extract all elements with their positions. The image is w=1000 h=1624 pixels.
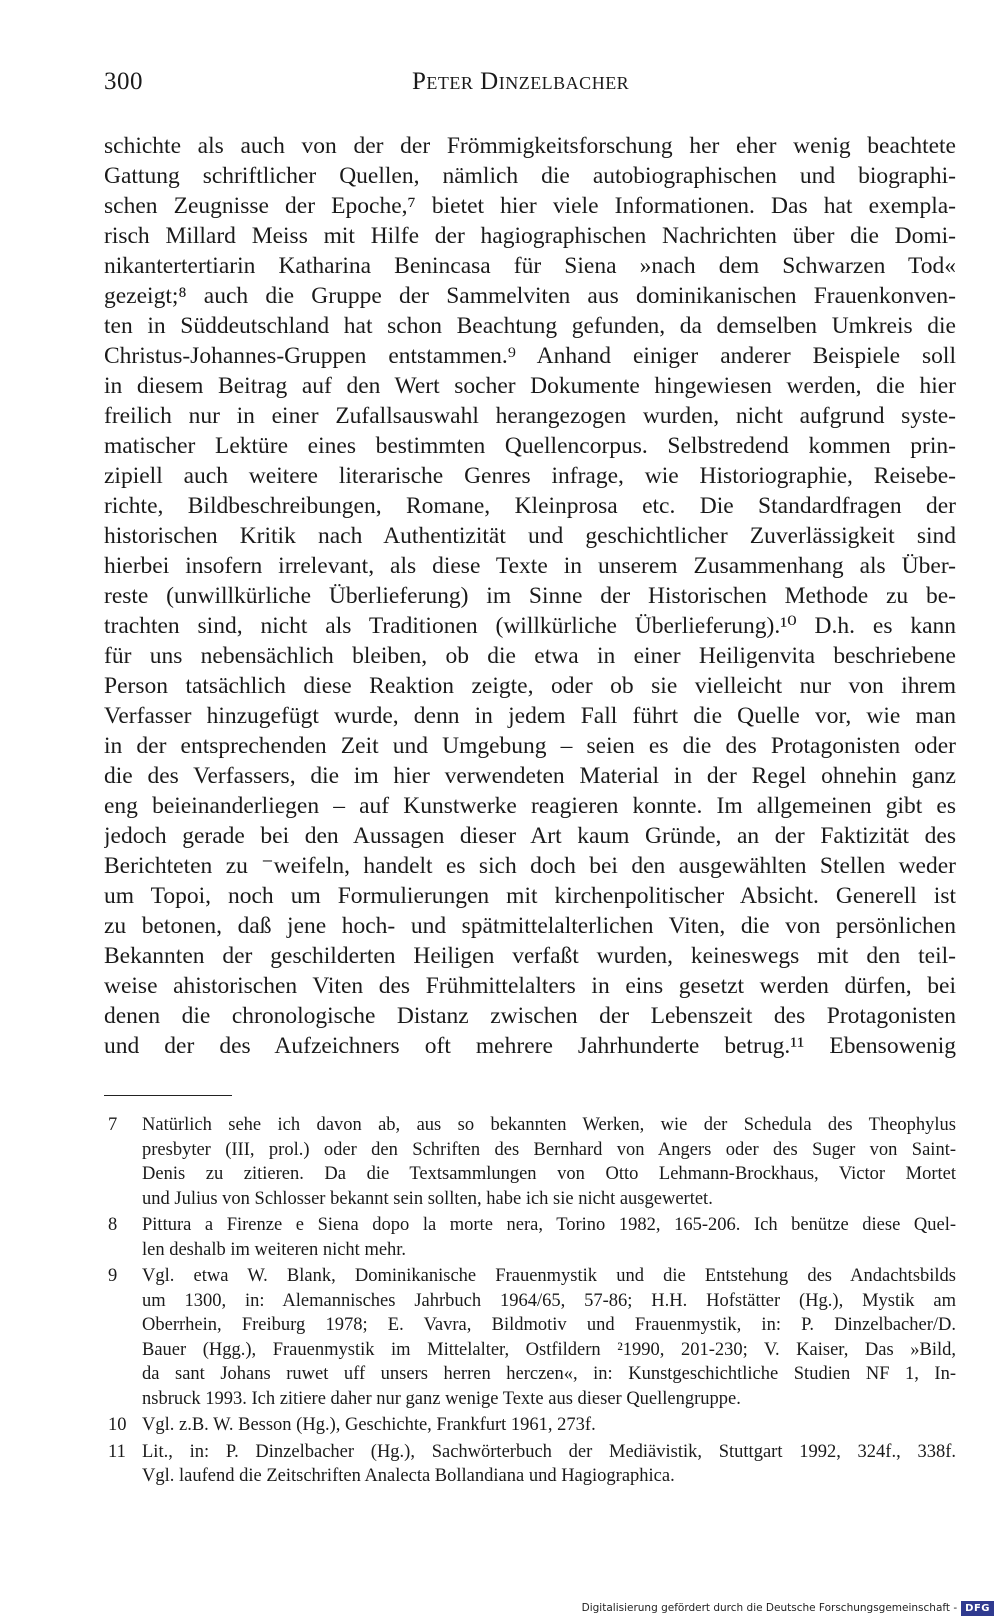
body-line: freilich nur in einer Zufallsauswahl herangezogen wurden, nicht aufgrund syste- xyxy=(104,403,956,429)
footnote-line: Vgl. etwa W. Blank, Dominikanische Frauenmystik und die Entstehung des Andachtsbilds xyxy=(142,1266,956,1286)
footnote-line: presbyter (III, prol.) oder den Schriften des Bernhard von Angers oder des Suger von Saint- xyxy=(142,1139,956,1160)
body-line: zipiell auch weitere literarische Genres infrage, wie Historiographie, Reisebe- xyxy=(104,463,956,489)
body-line: die des Verfassers, die im hier verwendeten Material in der Regel ohnehin ganz xyxy=(104,763,956,789)
body-line: hierbei insofern irrelevant, als diese Texte in unserem Zusammenhang als Über- xyxy=(104,553,956,579)
footnote-line: um 1300, in: Alemannisches Jahrbuch 1964/65, 57-86; H.H. Hofstätter (Hg.), Mystik am xyxy=(142,1290,956,1311)
footnote-line: len deshalb im weiteren nicht mehr. xyxy=(142,1239,407,1260)
footnote-number: 10 xyxy=(108,1415,127,1435)
stamp-text: Digitalisierung gefördert durch die Deutsche Forschungsgemeinschaft - xyxy=(581,1602,958,1614)
footnote-line: Vgl. laufend die Zeitschriften Analecta Bollandiana und Hagiographica. xyxy=(142,1466,675,1486)
running-head: Peter Dinzelbacher xyxy=(412,68,630,95)
body-line: matischer Lektüre eines bestimmten Quellencorpus. Selbstredend kommen prin- xyxy=(104,433,956,459)
body-line: gezeigt;⁸ auch die Gruppe der Sammelviten aus dominikanischen Frauenkonven- xyxy=(104,283,956,309)
footnote-number: 7 xyxy=(108,1115,118,1135)
body-line: Bekannten der geschilderten Heiligen verfaßt wurden, keineswegs mit den teil- xyxy=(104,943,956,969)
footnote-line: da sant Johans ruwet uff unsers herren herczen«, in: Kunstgeschichtliche Studien NF 1, In- xyxy=(142,1364,956,1384)
footnote-line: Lit., in: P. Dinzelbacher (Hg.), Sachwörterbuch der Mediävistik, Stuttgart 1992, 324f., 338f. xyxy=(142,1441,956,1462)
page-header xyxy=(104,68,960,98)
footnote-number: 8 xyxy=(108,1215,118,1235)
body-line: Gattung schriftlicher Quellen, nämlich die autobiographischen und biographi- xyxy=(104,163,956,189)
footnote-line: nsbruck 1993. Ich zitiere daher nur ganz wenige Texte aus dieser Quellengruppe. xyxy=(142,1388,741,1409)
body-line: in der entsprechenden Zeit und Umgebung – seien es die des Protagonisten oder xyxy=(104,733,956,759)
footnote-line: Pittura a Firenze e Siena dopo la morte nera, Torino 1982, 165-206. Ich benütze diese Quel- xyxy=(142,1215,956,1235)
footnote-line: Denis zu zitieren. Da die Textsammlungen von Otto Lehmann-Brockhaus, Victor Mortet xyxy=(142,1164,956,1184)
body-line: und der des Aufzeichners oft mehrere Jahrhunderte betrug.¹¹ Ebensowenig xyxy=(104,1033,956,1059)
body-line: Christus-Johannes-Gruppen entstammen.⁹ Anhand einiger anderer Beispiele soll xyxy=(104,343,956,369)
body-line: um Topoi, noch um Formulierungen mit kirchenpolitischer Absicht. Generell ist xyxy=(104,883,956,909)
footnote-line: Vgl. z.B. W. Besson (Hg.), Geschichte, Frankfurt 1961, 273f. xyxy=(142,1415,596,1435)
footnote xyxy=(104,1213,956,1262)
body-line: schen Zeugnisse der Epoche,⁷ bietet hier viele Informationen. Das hat exempla- xyxy=(104,193,956,219)
footnote-separator xyxy=(104,1095,232,1096)
body-line: denen die chronologische Distanz zwischen der Lebenszeit des Protagonisten xyxy=(104,1003,956,1029)
body-line: nikantertertiarin Katharina Benincasa für Siena »nach dem Schwarzen Tod« xyxy=(104,253,956,279)
page-number: 300 xyxy=(104,68,143,95)
body-line: zu betonen, daß jene hoch- und spätmittelalterlichen Viten, die von persönlichen xyxy=(104,913,956,939)
body-text xyxy=(104,131,956,1061)
body-line: eng beieinanderliegen – auf Kunstwerke reagieren konnte. Im allgemeinen gibt es xyxy=(104,793,956,819)
body-line: Verfasser hinzugefügt wurde, denn in jedem Fall führt die Quelle vor, wie man xyxy=(104,703,956,729)
body-line: risch Millard Meiss mit Hilfe der hagiographischen Nachrichten über die Domi- xyxy=(104,223,956,249)
body-line: reste (unwillkürliche Überlieferung) im Sinne der Historischen Methode zu be- xyxy=(104,583,956,609)
footnote xyxy=(104,1264,956,1411)
footnote xyxy=(104,1440,956,1489)
footnote xyxy=(104,1113,956,1211)
footnote-line: Oberrhein, Freiburg 1978; E. Vavra, Bildmotiv und Frauenmystik, in: P. Dinzelbacher/D. xyxy=(142,1315,956,1335)
footnote-line: und Julius von Schlosser bekannt sein sollten, habe ich sie nicht ausgewertet. xyxy=(142,1188,713,1209)
footnote-number: 9 xyxy=(108,1266,118,1286)
body-line: jedoch gerade bei den Aussagen dieser Art kaum Gründe, an der Faktizität des xyxy=(104,823,956,849)
footnote-line: Bauer (Hgg.), Frauenmystik im Mittelalter, Ostfildern ²1990, 201-230; V. Kaiser, Das »Bild, xyxy=(142,1339,956,1360)
body-line: schichte als auch von der der Frömmigkeitsforschung her eher wenig beachtete xyxy=(104,133,956,159)
body-line: in diesem Beitrag auf den Wert socher Dokumente hingewiesen werden, die hier xyxy=(104,373,956,399)
body-line: Berichteten zu ⁻weifeln, handelt es sich doch bei den ausgewählten Stellen weder xyxy=(104,853,956,879)
dfg-logo: DFG xyxy=(961,1601,994,1616)
digitization-stamp xyxy=(582,1598,994,1618)
body-line: für uns nebensächlich bleiben, ob die etwa in einer Heiligenvita beschriebene xyxy=(104,643,956,669)
footnote xyxy=(104,1413,956,1438)
body-line: trachten sind, nicht als Traditionen (willkürliche Überlieferung).¹⁰ D.h. es kann xyxy=(104,613,956,639)
footnote-number: 11 xyxy=(108,1441,126,1462)
body-line: richte, Bildbeschreibungen, Romane, Kleinprosa etc. Die Standardfragen der xyxy=(104,493,956,519)
body-line: weise ahistorischen Viten des Frühmittelalters in eins gesetzt werden dürfen, bei xyxy=(104,973,956,999)
footnote-line: Natürlich sehe ich davon ab, aus so bekannten Werken, wie der Schedula des Theophylus xyxy=(142,1115,956,1135)
body-line: Person tatsächlich diese Reaktion zeigte, oder ob sie vielleicht nur von ihrem xyxy=(104,673,956,699)
footnotes xyxy=(104,1113,956,1491)
body-line: historischen Kritik nach Authentizität und geschichtlicher Zuverlässigkeit sind xyxy=(104,523,956,549)
body-line: ten in Süddeutschland hat schon Beachtung gefunden, da demselben Umkreis die xyxy=(104,313,956,339)
